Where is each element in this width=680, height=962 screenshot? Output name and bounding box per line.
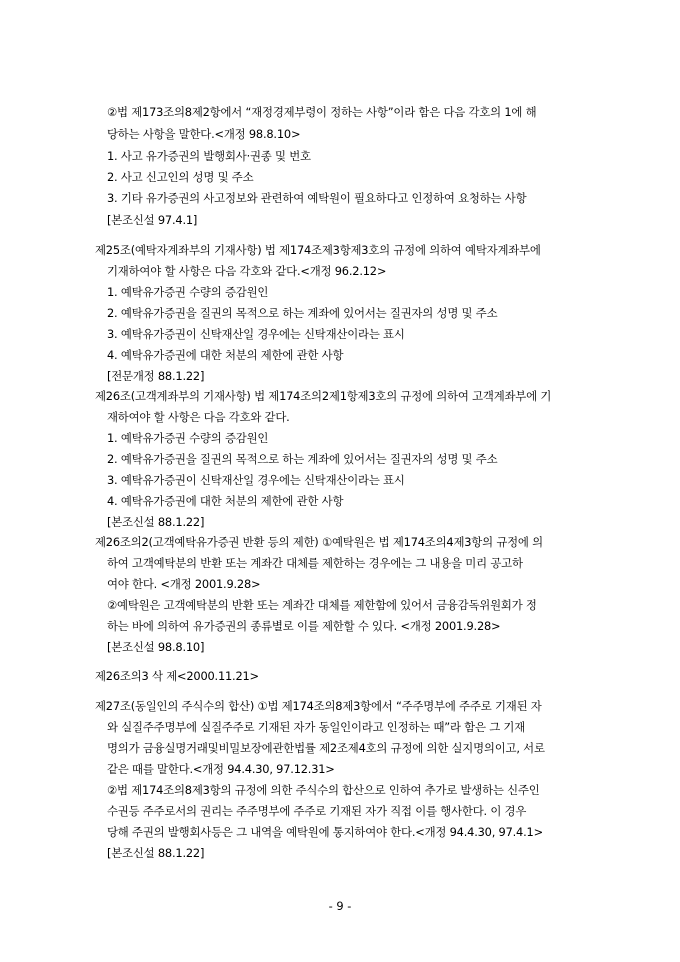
- list-item: 3. 예탁유가증권이 신탁재산일 경우에는 신탁재산이라는 표시: [107, 327, 405, 341]
- enactment-note: [본조신설 88.1.22]: [107, 515, 205, 529]
- page-number: - 9 -: [328, 899, 352, 913]
- enactment-note: [본조신설 97.4.1]: [107, 213, 198, 227]
- article-heading: 제25조(예탁자계좌부의 기재사항) 법 제174조제3항제3호의 규정에 의하여 예탁자계좌부에: [95, 243, 541, 257]
- text-line: 하여 고객예탁분의 반환 또는 계좌간 대체를 제한하는 경우에는 그 내용을 미리 공고하: [107, 556, 523, 570]
- list-item: 2. 예탁유가증권을 질권의 목적으로 하는 계좌에 있어서는 질권자의 성명 및 주소: [107, 306, 498, 320]
- text-line: 당해 주권의 발행회사등은 그 내역을 예탁원에 통지하여야 한다.<개정 94.4.30, 97.4.1>: [107, 825, 543, 839]
- enactment-note: [본조신설 98.8.10]: [107, 640, 205, 654]
- article-heading: 제26조의2(고객예탁유가증권 반환 등의 제한) ①예탁원은 법 제174조의4제3항의 규정에 의: [95, 535, 543, 549]
- list-item: 3. 기타 유가증권의 사고정보와 관련하여 예탁원이 필요하다고 인정하여 요청하는 사항: [107, 191, 527, 205]
- text-line: 기재하여야 할 사항은 다음 각호와 같다.<개정 96.2.12>: [107, 264, 387, 278]
- list-item: 3. 예탁유가증권이 신탁재산일 경우에는 신탁재산이라는 표시: [107, 473, 405, 487]
- text-line: ②법 제174조의8제3항의 규정에 의한 주식수의 합산으로 인하여 추가로 발생하는 신주인: [107, 783, 540, 797]
- text-line: 와 실질주주명부에 실질주주로 기재된 자가 동일인이라고 인정하는 때”라 함은 그 기재: [107, 720, 526, 734]
- list-item: 2. 사고 신고인의 성명 및 주소: [107, 170, 254, 184]
- text-line: ②법 제173조의8제2항에서 “재정경제부령이 정하는 사항”이라 함은 다음 각호의 1에 해: [107, 105, 537, 119]
- text-line: 하는 바에 의하여 유가증권의 종류별로 이를 제한할 수 있다. <개정 2001.9.28>: [107, 619, 501, 633]
- list-item: 1. 예탁유가증권 수량의 증감원인: [107, 431, 269, 445]
- article-heading: 제27조(동일인의 주식수의 합산) ①법 제174조의8제3항에서 “주주명부에 주주로 기재된 자: [95, 699, 542, 713]
- text-line: 여야 한다. <개정 2001.9.28>: [107, 577, 261, 591]
- text-line: ②예탁원은 고객예탁분의 반환 또는 계좌간 대체를 제한함에 있어서 금융감독위원회가 정: [107, 598, 537, 612]
- text-line: 재하여야 할 사항은 다음 각호와 같다.: [107, 410, 290, 424]
- article-heading: 제26조(고객계좌부의 기재사항) 법 제174조의2제1항제3호의 규정에 의하여 고객계좌부에 기: [95, 389, 552, 403]
- list-item: 2. 예탁유가증권을 질권의 목적으로 하는 계좌에 있어서는 질권자의 성명 및 주소: [107, 452, 498, 466]
- text-line: 당하는 사항을 말한다.<개정 98.8.10>: [107, 127, 301, 141]
- article-heading: 제26조의3 삭 제<2000.11.21>: [95, 669, 259, 683]
- text-line: 명의가 금융실명거래및비밀보장에관한법률 제2조제4호의 규정에 의한 실지명의이고, 서로: [107, 741, 545, 755]
- enactment-note: [본조신설 88.1.22]: [107, 846, 205, 860]
- enactment-note: [전문개정 88.1.22]: [107, 369, 205, 383]
- text-line: 같은 때를 말한다.<개정 94.4.30, 97.12.31>: [107, 762, 335, 776]
- list-item: 4. 예탁유가증권에 대한 처분의 제한에 관한 사항: [107, 494, 344, 508]
- list-item: 4. 예탁유가증권에 대한 처분의 제한에 관한 사항: [107, 348, 344, 362]
- text-line: 수권등 주주로서의 권리는 주주명부에 주주로 기재된 자가 직접 이를 행사한다. 이 경우: [107, 804, 527, 818]
- list-item: 1. 사고 유가증권의 발행회사·권종 및 번호: [107, 149, 311, 163]
- list-item: 1. 예탁유가증권 수량의 증감원인: [107, 285, 269, 299]
